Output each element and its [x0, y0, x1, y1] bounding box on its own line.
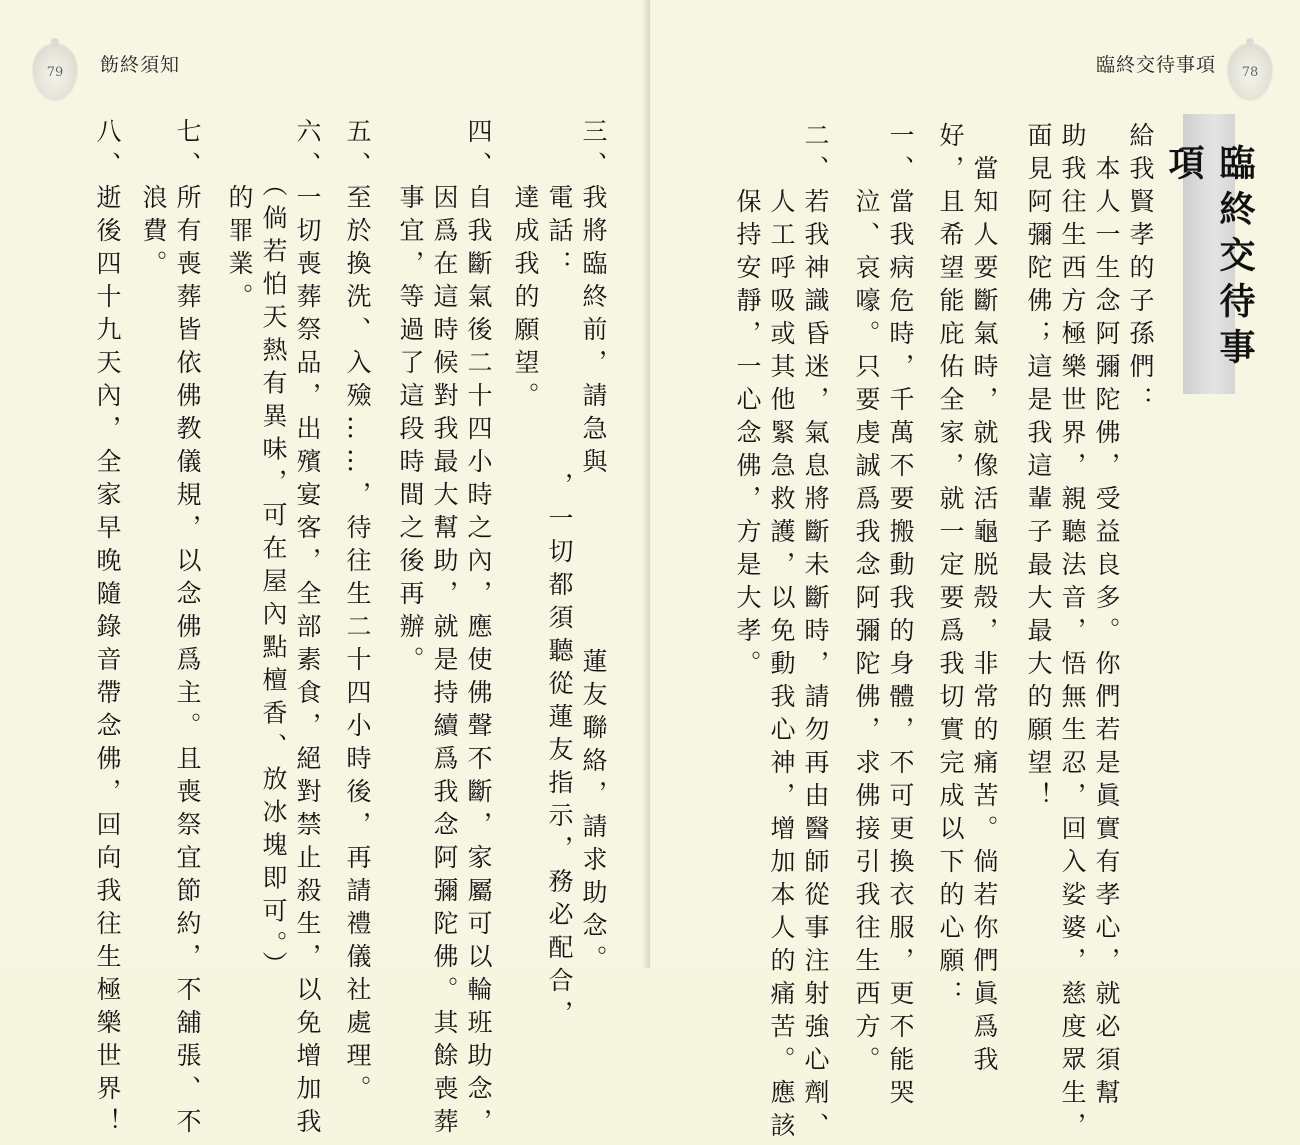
text-column: 七、所有喪葬皆依佛教儀規，以念佛爲主。且喪祭宜節約，不舖張、不	[173, 118, 202, 1141]
chapter-title: 臨終交待事項	[1163, 144, 1255, 374]
running-head: 飭終須知	[100, 54, 181, 76]
page-number: 78	[1241, 64, 1259, 80]
text-column: 助我往生西方極樂世界，親聽法音，悟無生忍，回入娑婆，慈度眾生，	[1058, 122, 1087, 1145]
leaf-icon	[1228, 44, 1272, 100]
text-column: 當知人要斷氣時，就像活龜脱殼，非常的痛苦。倘若你們眞爲我	[970, 122, 999, 1079]
text-column: （倘若怕天熱有異味，可在屋內點檀香、放冰塊即可。）	[259, 118, 288, 984]
leaf-icon	[33, 44, 77, 100]
text-column: 人工呼吸或其他緊急救護，以免動我心神，增加本人的痛苦。應該	[767, 122, 796, 1145]
page-number: 79	[46, 64, 64, 80]
text-column: 蓮友聯絡，請求助念。	[579, 648, 608, 978]
left-page	[0, 0, 650, 1141]
text-column: 五、至於換洗、入殮……，待往生二十四小時後，再請禮儀社處理。	[343, 118, 372, 1108]
text-column: 電話：	[545, 118, 574, 283]
text-column: 一、當我病危時，千萬不要搬動我的身體，不可更換衣服，更不能哭	[886, 122, 915, 1112]
text-column: 四、自我斷氣後二十四小時之內，應使佛聲不斷，家屬可以輪班助念，	[464, 118, 493, 1141]
text-column: 給我賢孝的子孫們：	[1126, 122, 1155, 419]
text-column: 二、若我神識昏迷，氣息將斷未斷時，請勿再由醫師從事注射強心劑、	[801, 122, 830, 1145]
text-column: 本人一生念阿彌陀佛，受益良多。你們若是眞實有孝心，就必須幫	[1092, 122, 1121, 1112]
text-column: 達成我的願望。	[511, 118, 540, 415]
text-column: 面見阿彌陀佛；這是我這輩子最大最大的願望！	[1024, 122, 1053, 815]
text-column: 因爲在這時候對我最大幫助，就是持續爲我念阿彌陀佛。其餘喪葬	[430, 118, 459, 1141]
chapter-title-box	[1163, 114, 1255, 394]
text-column: 事宜，等過了這段時間之後再辦。	[396, 118, 425, 679]
text-column: 好，且希望能庇佑全家，就一定要爲我切實完成以下的心願：	[936, 122, 965, 1013]
text-column: ，一切都須聽從蓮友指示，務必配合，	[545, 472, 574, 1033]
text-column: 八、逝後四十九天內，全家早晚隨錄音帶念佛，回向我往生極樂世界！	[93, 118, 122, 1141]
text-column: 泣、哀嚎。只要虔誠爲我念阿彌陀佛，求佛接引我往生西方。	[852, 122, 881, 1079]
text-column: 的罪業。	[225, 118, 254, 316]
text-column: 浪費。	[139, 118, 168, 283]
text-column: 六、一切喪葬祭品，出殯宴客，全部素食，絕對禁止殺生，以免增加我	[293, 118, 322, 1141]
text-column: 三、我將臨終前，請急與	[579, 118, 608, 481]
running-head: 臨終交待事項	[1096, 54, 1217, 76]
text-column: 保持安靜，一心念佛，方是大孝。	[733, 122, 762, 683]
